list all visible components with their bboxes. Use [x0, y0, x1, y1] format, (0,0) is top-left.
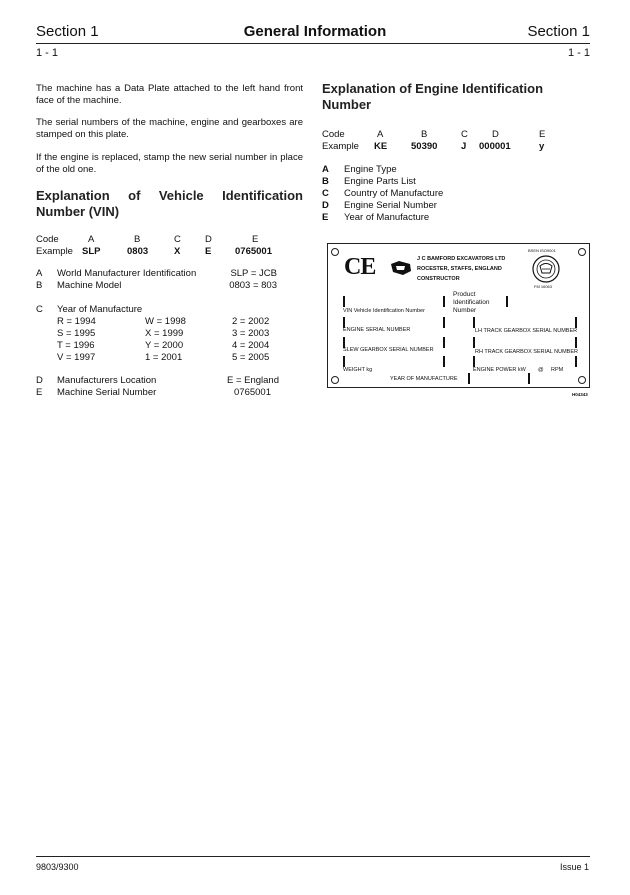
vin-item-c-letter: C: [36, 304, 43, 315]
plate-address: ROCESTER, STAFFS, ENGLAND: [417, 266, 502, 272]
vin-code-b: B: [134, 234, 141, 245]
vin-item-b-label: Machine Model: [57, 280, 122, 291]
engine-example-d: 000001: [479, 141, 511, 152]
vin-code-c: C: [174, 234, 181, 245]
engine-id-heading: Explanation of Engine Identification Number: [322, 81, 544, 112]
year-code: R = 1994: [57, 316, 96, 327]
vin-item-d-letter: D: [36, 375, 43, 386]
bsi-bottom-text: FM 16063: [534, 284, 553, 289]
engine-legend-letter: D: [322, 200, 329, 211]
plate-rh-track-label: RH TRACK GEARBOX SERIAL NUMBER: [475, 349, 578, 355]
vin-item-b-value: 0803 = 803: [229, 280, 277, 291]
plate-year-label: YEAR OF MANUFACTURE: [390, 376, 458, 382]
intro-paragraph-3: If the engine is replaced, stamp the new serial number in place of the old one.: [36, 152, 303, 175]
plate-engine-power-label: ENGINE POWER kW: [473, 367, 526, 373]
vin-code-d: D: [205, 234, 212, 245]
field-marker: [528, 373, 530, 384]
engine-code-c: C: [461, 129, 468, 140]
figure-reference: H04343: [572, 392, 588, 397]
plate-vin-label: VIN Vehicle Identification Number: [343, 308, 425, 314]
engine-example-label: Example: [322, 141, 359, 152]
plate-at-sign: @: [538, 367, 544, 373]
footer-doc-number: 9803/9300: [36, 862, 79, 872]
footer-rule: [36, 856, 590, 857]
page-number-right: 1 - 1: [567, 47, 590, 59]
year-code: W = 1998: [145, 316, 186, 327]
vin-item-b-letter: B: [36, 280, 43, 291]
field-marker: [443, 317, 445, 328]
year-code: 5 = 2005: [232, 352, 270, 363]
engine-legend-label: Country of Manufacture: [344, 188, 444, 199]
engine-example-b: 50390: [411, 141, 438, 152]
field-marker: [343, 356, 345, 367]
engine-code-b: B: [421, 129, 428, 140]
plate-constructor: CONSTRUCTOR: [417, 276, 460, 282]
vin-example-a: SLP: [82, 246, 101, 257]
vin-example-d: E: [205, 246, 212, 257]
ce-mark: CE: [344, 254, 376, 280]
field-marker: [575, 317, 577, 328]
field-marker: [443, 356, 445, 367]
vin-item-d-value: E = England: [226, 375, 279, 386]
engine-legend-label: Engine Type: [344, 164, 397, 175]
engine-example-e: y: [539, 141, 545, 152]
engine-legend-label: Year of Manufacture: [344, 212, 430, 223]
intro-paragraph-2: The serial numbers of the machine, engine and gearboxes are stamped on this plate.: [36, 117, 303, 140]
vin-code-a: A: [88, 234, 95, 245]
footer-issue: Issue 1: [559, 862, 589, 872]
field-marker: [575, 337, 577, 348]
year-code: 3 = 2003: [232, 328, 270, 339]
engine-legend-letter: B: [322, 176, 329, 187]
field-marker: [443, 296, 445, 307]
field-marker: [575, 356, 577, 367]
field-marker: [473, 337, 475, 348]
header-rule: [36, 43, 590, 44]
vin-item-a-label: World Manufacturer Identification: [57, 268, 197, 279]
vin-example-c: X: [174, 246, 181, 257]
page-number-left: 1 - 1: [36, 47, 59, 59]
plate-product-id: Product Identification Number: [453, 291, 490, 314]
year-code: X = 1999: [145, 328, 184, 339]
vin-item-c-label: Year of Manufacture: [57, 304, 143, 315]
plate-lh-track-label: LH TRACK GEARBOX SERIAL NUMBER: [475, 328, 578, 334]
year-code: T = 1996: [57, 340, 95, 351]
vin-item-a-value: SLP = JCB: [230, 268, 277, 279]
engine-code-d: D: [492, 129, 499, 140]
intro-paragraph-1: The machine has a Data Plate attached to the left hand front face of the machine.: [36, 83, 303, 106]
field-marker: [343, 296, 345, 307]
rivet-hole-icon: [578, 376, 586, 384]
engine-legend-label: Engine Parts List: [344, 176, 416, 187]
data-plate-illustration: [327, 243, 590, 388]
bsi-kitemark-icon: [532, 255, 560, 283]
jcb-logo-icon: [390, 260, 412, 276]
engine-example-c: J: [461, 141, 467, 152]
engine-code-a: A: [377, 129, 384, 140]
vin-item-e-value: 0765001: [234, 387, 271, 398]
year-code: S = 1995: [57, 328, 96, 339]
year-code: V = 1997: [57, 352, 96, 363]
field-marker: [473, 356, 475, 367]
bsi-top-text: BSEN ISO9001: [528, 248, 556, 253]
engine-code-e: E: [539, 129, 546, 140]
vin-item-a-letter: A: [36, 268, 43, 279]
plate-slew-label: SLEW GEARBOX SERIAL NUMBER: [343, 347, 434, 353]
engine-legend-letter: A: [322, 164, 329, 175]
vin-code-e: E: [252, 234, 259, 245]
vin-example-e: 0765001: [235, 246, 272, 257]
plate-company: J C BAMFORD EXCAVATORS LTD: [417, 256, 506, 262]
vin-item-e-label: Machine Serial Number: [57, 387, 157, 398]
vin-code-label: Code: [36, 234, 59, 245]
year-code: 1 = 2001: [145, 352, 183, 363]
vin-heading: Explanation of Vehicle Identification Number (VIN): [36, 188, 303, 219]
engine-code-label: Code: [322, 129, 345, 140]
field-marker: [443, 337, 445, 348]
section-label-right: Section 1: [527, 23, 590, 40]
engine-legend-letter: E: [322, 212, 329, 223]
field-marker: [473, 317, 475, 328]
year-code: Y = 2000: [145, 340, 184, 351]
field-marker: [506, 296, 508, 307]
year-code: 2 = 2002: [232, 316, 270, 327]
vin-item-e-letter: E: [36, 387, 43, 398]
engine-legend-letter: C: [322, 188, 329, 199]
vin-example-label: Example: [36, 246, 73, 257]
rivet-hole-icon: [578, 248, 586, 256]
field-marker: [468, 373, 470, 384]
rivet-hole-icon: [331, 248, 339, 256]
plate-engine-serial-label: ENGINE SERIAL NUMBER: [343, 327, 411, 333]
vin-item-d-label: Manufacturers Location: [57, 375, 157, 386]
year-code: 4 = 2004: [232, 340, 270, 351]
rivet-hole-icon: [331, 376, 339, 384]
engine-legend-label: Engine Serial Number: [344, 200, 437, 211]
plate-rpm-label: RPM: [551, 367, 564, 373]
page-title: General Information: [243, 23, 387, 40]
plate-weight-label: WEIGHT kg: [343, 367, 373, 373]
vin-example-b: 0803: [127, 246, 149, 257]
section-label-left: Section 1: [36, 23, 99, 40]
engine-example-a: KE: [374, 141, 388, 152]
